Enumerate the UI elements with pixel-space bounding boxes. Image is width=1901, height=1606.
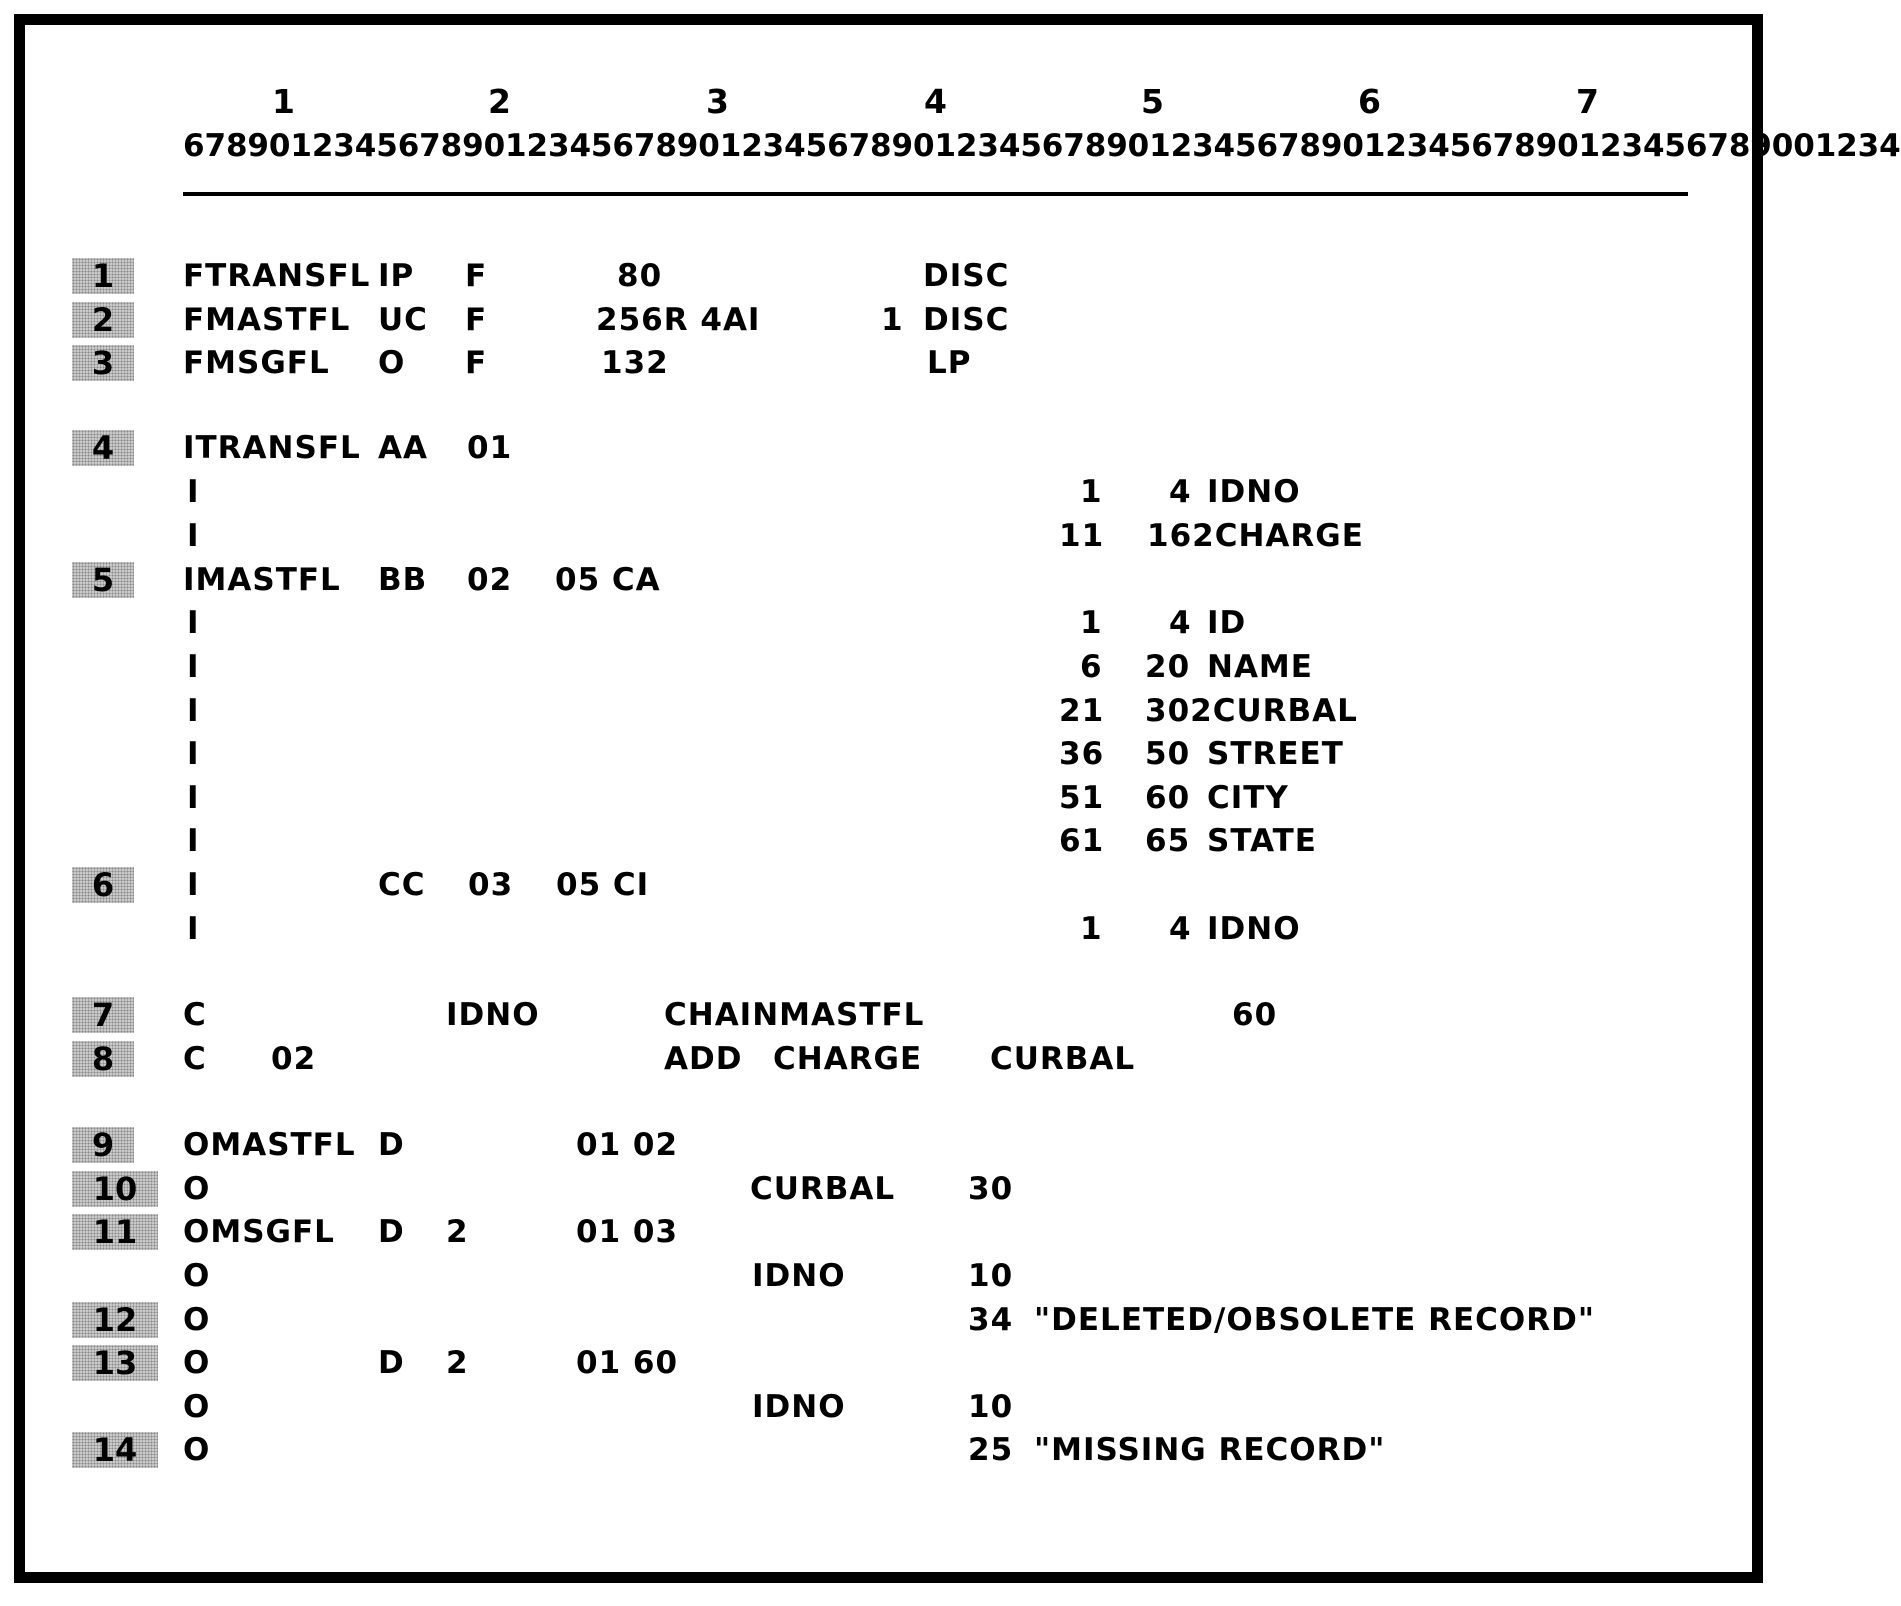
- code-line-1: [183, 258, 1683, 298]
- code-line-21: [183, 1258, 1683, 1298]
- code-field: O: [183, 1258, 211, 1294]
- ref-tag-8: 8: [72, 1041, 134, 1077]
- code-line-24: [183, 1389, 1683, 1429]
- code-field: FMASTFL: [183, 302, 351, 338]
- code-field: I: [187, 780, 200, 816]
- code-field: 162CHARGE: [1147, 518, 1364, 554]
- code-field: CURBAL: [750, 1171, 896, 1207]
- code-field: O: [183, 1389, 211, 1425]
- code-field: 01 02: [576, 1127, 679, 1163]
- code-field: 21: [1059, 693, 1105, 729]
- code-field: O: [183, 1345, 211, 1381]
- ruler-tens-2: 2: [488, 82, 511, 121]
- code-line-17: [183, 1041, 1683, 1081]
- code-field: 25: [968, 1432, 1014, 1468]
- code-field: 02: [467, 562, 513, 598]
- code-field: 4: [1169, 474, 1192, 510]
- code-field: I: [187, 474, 200, 510]
- code-line-23: [183, 1345, 1683, 1385]
- code-field: 60: [1145, 780, 1191, 816]
- code-field: 05 CI: [556, 867, 650, 903]
- code-field: 01: [467, 430, 513, 466]
- code-line-5: [183, 474, 1683, 514]
- code-field: 1: [1080, 474, 1103, 510]
- code-field: 01 03: [576, 1214, 679, 1250]
- code-field: 30: [968, 1171, 1014, 1207]
- code-field: 10: [968, 1258, 1014, 1294]
- code-field: FTRANSFL: [183, 258, 371, 294]
- code-field: 1: [1080, 605, 1103, 641]
- code-field: FMSGFL: [183, 345, 330, 381]
- code-field: BB: [378, 562, 428, 598]
- code-field: D: [378, 1345, 405, 1381]
- code-field: 01 60: [576, 1345, 679, 1381]
- code-field: 256R 4AI: [596, 302, 761, 338]
- code-field: 36: [1059, 736, 1105, 772]
- code-field: C: [183, 997, 207, 1033]
- code-field: 51: [1059, 780, 1105, 816]
- code-field: ITRANSFL: [183, 430, 361, 466]
- code-field: O: [183, 1302, 211, 1338]
- code-field: 60: [1232, 997, 1278, 1033]
- code-field: OMASTFL: [183, 1127, 356, 1163]
- ref-tag-14: 14: [72, 1432, 158, 1468]
- code-field: "DELETED/OBSOLETE RECORD": [1034, 1302, 1595, 1338]
- code-field: OMSGFL: [183, 1214, 335, 1250]
- code-field: CURBAL: [990, 1041, 1136, 1077]
- ruler-tens-6: 6: [1358, 82, 1381, 121]
- code-line-20: [183, 1214, 1683, 1254]
- code-field: D: [378, 1127, 405, 1163]
- ruler-tens-7: 7: [1576, 82, 1599, 121]
- code-field: CHAINMASTFL: [664, 997, 925, 1033]
- code-field: F: [465, 345, 488, 381]
- code-field: IP: [378, 258, 415, 294]
- code-field: ID: [1207, 605, 1247, 641]
- ruler-tens-3: 3: [706, 82, 729, 121]
- code-field: IDNO: [1207, 911, 1301, 947]
- code-field: 1: [881, 302, 904, 338]
- code-field: 10: [968, 1389, 1014, 1425]
- code-field: I: [187, 867, 200, 903]
- ref-tag-12: 12: [72, 1302, 158, 1338]
- code-field: I: [187, 693, 200, 729]
- code-field: LP: [927, 345, 972, 381]
- code-field: I: [187, 823, 200, 859]
- code-line-14: [183, 867, 1683, 907]
- code-field: NAME: [1207, 649, 1313, 685]
- code-field: I: [187, 605, 200, 641]
- code-line-25: [183, 1432, 1683, 1472]
- code-line-10: [183, 693, 1683, 733]
- code-field: 61: [1059, 823, 1105, 859]
- ruler-underline: [183, 192, 1688, 196]
- ref-tag-3: 3: [72, 345, 134, 381]
- ref-tag-5: 5: [72, 562, 134, 598]
- code-field: O: [183, 1432, 211, 1468]
- code-field: 03: [468, 867, 514, 903]
- code-field: O: [183, 1171, 211, 1207]
- code-field: I: [187, 736, 200, 772]
- code-line-6: [183, 518, 1683, 558]
- code-field: 11: [1059, 518, 1105, 554]
- code-field: STATE: [1207, 823, 1317, 859]
- code-line-2: [183, 302, 1683, 342]
- code-field: 80: [617, 258, 663, 294]
- code-field: ADD: [664, 1041, 743, 1077]
- code-field: 65: [1145, 823, 1191, 859]
- code-field: IDNO: [752, 1389, 846, 1425]
- code-field: 20: [1145, 649, 1191, 685]
- code-field: AA: [378, 430, 428, 466]
- code-field: IDNO: [752, 1258, 846, 1294]
- ref-tag-1: 1: [72, 258, 134, 294]
- ruler-tens-4: 4: [924, 82, 947, 121]
- code-line-3: [183, 345, 1683, 385]
- code-line-22: [183, 1302, 1683, 1342]
- code-line-12: [183, 780, 1683, 820]
- code-field: 05 CA: [555, 562, 661, 598]
- ref-tag-4: 4: [72, 430, 134, 466]
- code-field: "MISSING RECORD": [1034, 1432, 1386, 1468]
- code-line-7: [183, 562, 1683, 602]
- code-line-13: [183, 823, 1683, 863]
- ref-tag-13: 13: [72, 1345, 158, 1381]
- code-field: D: [378, 1214, 405, 1250]
- code-field: UC: [378, 302, 428, 338]
- code-field: 1: [1080, 911, 1103, 947]
- code-field: 2: [446, 1214, 469, 1250]
- code-field: DISC: [923, 258, 1010, 294]
- code-field: 6: [1080, 649, 1103, 685]
- code-field: IDNO: [1207, 474, 1301, 510]
- code-field: IMASTFL: [183, 562, 341, 598]
- code-field: 132: [601, 345, 669, 381]
- ruler-tens-5: 5: [1141, 82, 1164, 121]
- code-line-19: [183, 1171, 1683, 1211]
- code-field: CHARGE: [773, 1041, 923, 1077]
- code-field: 02: [271, 1041, 317, 1077]
- ref-tag-2: 2: [72, 302, 134, 338]
- code-field: 34: [968, 1302, 1014, 1338]
- ref-tag-9: 9: [72, 1127, 134, 1163]
- code-field: O: [378, 345, 406, 381]
- ruler-tens-1: 1: [272, 82, 295, 121]
- code-field: F: [465, 302, 488, 338]
- code-field: CITY: [1207, 780, 1289, 816]
- ref-tag-7: 7: [72, 997, 134, 1033]
- code-field: CC: [378, 867, 426, 903]
- ruler-units: 67890123456789012345678901234567890123456789012345678901234567890123456789001234: [183, 128, 1901, 164]
- code-field: 4: [1169, 911, 1192, 947]
- code-field: 50: [1145, 736, 1191, 772]
- ref-tag-10: 10: [72, 1171, 158, 1207]
- code-field: IDNO: [446, 997, 540, 1033]
- code-line-16: [183, 997, 1683, 1037]
- ref-tag-6: 6: [72, 867, 134, 903]
- code-line-15: [183, 911, 1683, 951]
- code-field: 4: [1169, 605, 1192, 641]
- code-field: C: [183, 1041, 207, 1077]
- code-line-8: [183, 605, 1683, 645]
- code-line-9: [183, 649, 1683, 689]
- code-line-18: [183, 1127, 1683, 1167]
- code-field: STREET: [1207, 736, 1344, 772]
- code-line-4: [183, 430, 1683, 470]
- code-field: I: [187, 518, 200, 554]
- code-field: 302CURBAL: [1145, 693, 1358, 729]
- code-field: I: [187, 911, 200, 947]
- code-line-11: [183, 736, 1683, 776]
- code-field: DISC: [923, 302, 1010, 338]
- code-field: I: [187, 649, 200, 685]
- ref-tag-11: 11: [72, 1214, 158, 1250]
- code-field: F: [465, 258, 488, 294]
- code-field: 2: [446, 1345, 469, 1381]
